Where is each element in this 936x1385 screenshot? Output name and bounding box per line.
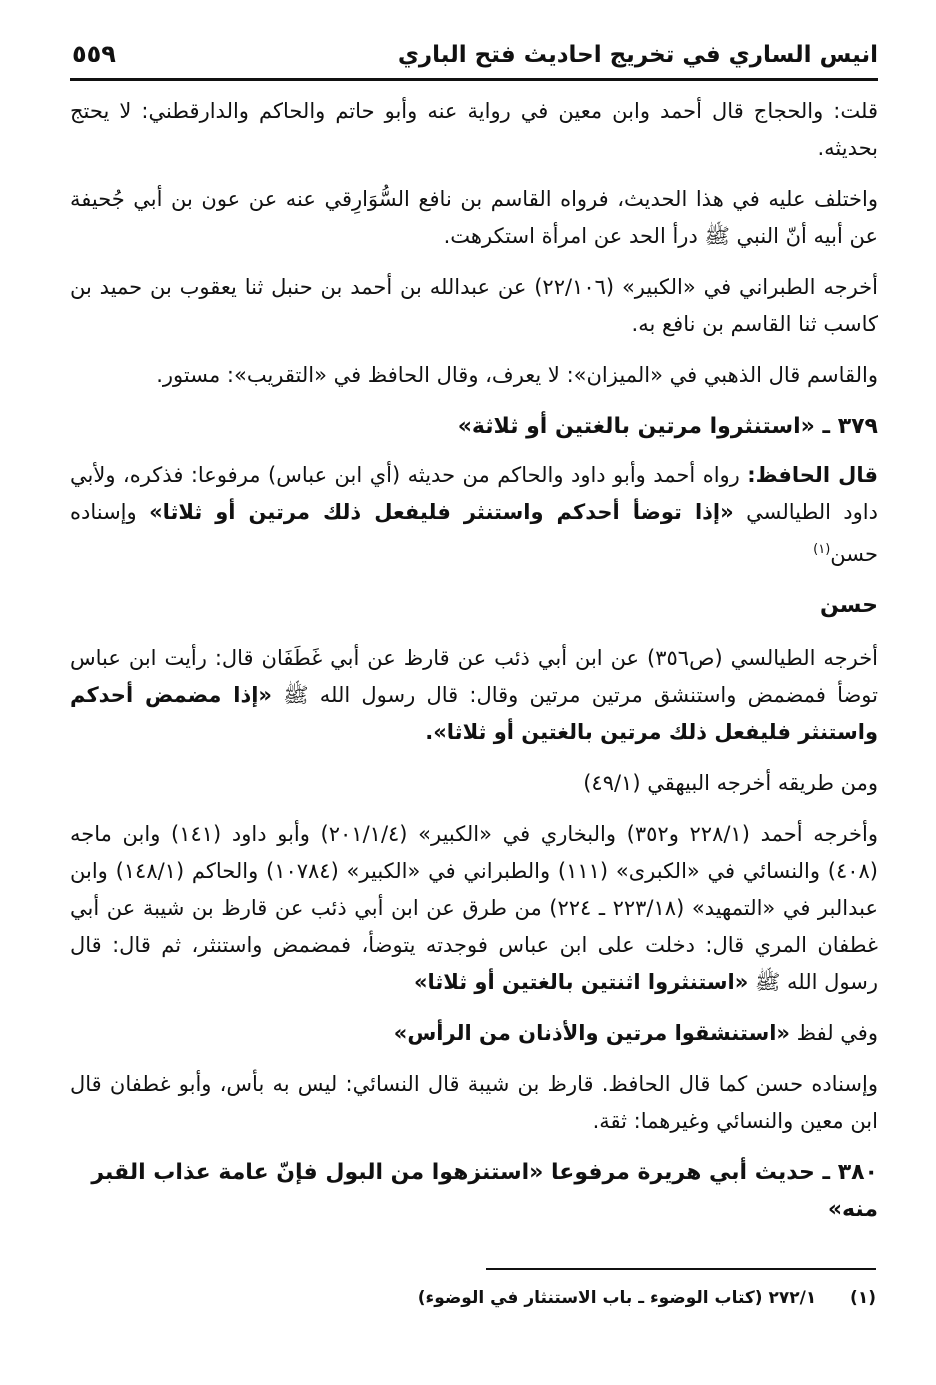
paragraph-lafz bbox=[70, 1015, 878, 1052]
hadith-380-heading: ٣٨٠ ـ حديث أبي هريرة مرفوعا «استنزهوا من البول فإنّ عامة عذاب القبر منه» bbox=[91, 1160, 878, 1222]
lafz-text: وفي لفظ bbox=[790, 1021, 878, 1045]
paragraph-1: قلت: والحجاج قال أحمد وابن معين في رواية عنه وأبو حاتم والحاكم والدارقطني: لا يحتج بحديثه. bbox=[70, 99, 878, 160]
paragraph-3: أخرجه الطبراني في «الكبير» (٢٢/١٠٦) عن عبدالله بن أحمد بن حنبل ثنا يعقوب بن حميد بن كاسب ثنا القاسم بن نافع به. bbox=[70, 275, 878, 336]
paragraph-2: واختلف عليه في هذا الحديث، فرواه القاسم بن نافع السُّوَارِقي عنه عن عون بن أبي جُحيفة عن أبيه أنّ النبي ﷺ درأ الحد عن امرأة استكرهت. bbox=[70, 187, 878, 248]
page-header bbox=[70, 36, 878, 81]
paragraph-tayalisi bbox=[70, 640, 878, 751]
hafiz-label: قال الحافظ: bbox=[747, 463, 878, 487]
ahmad-quote: «استنثروا اثنتين بالغتين أو ثلاثا» bbox=[413, 970, 749, 994]
ahmad-text: وأخرجه أحمد (٢٢٨/١ و٣٥٢) والبخاري في «الكبير» (٢٠١/١/٤) وأبو داود (١٤١) وابن ماجه (٤٠٨) والنسائي في «الكبرى» (١١١) والطبراني في «الكبير» (١٠٧٨٤) والحاكم (١٤٨/١) وابن عبدالبر في «التمهيد» (٢٢٣/١٨ ـ ٢٢٤) من طرق عن ابن أبي ذئب عن قارظ بن شيبة عن أبي غطفان المري قال: دخلت على ابن عباس فوجدته يتوضأ، فمضمض واستنثر، ثم قال: قال رسول الله ﷺ bbox=[70, 822, 878, 994]
tayalisi-text: أخرجه الطيالسي (ص٣٥٦) عن ابن أبي ذئب عن قارظ عن أبي غَطَفَان قال: رأيت ابن عباس توضأ فمضمض واستنشق مرتين مرتين وقال: قال رسول الله ﷺ bbox=[70, 646, 879, 707]
hafiz-text-b: وإسناده حسن bbox=[70, 500, 878, 566]
paragraph-bayhaqi: ومن طريقه أخرجه البيهقي (٤٩/١) bbox=[583, 771, 878, 795]
footnote-divider bbox=[486, 1268, 876, 1270]
hafiz-quote: «إذا توضأ أحدكم واستنثر فليفعل ذلك مرتين أو ثلاثا» bbox=[149, 500, 734, 524]
paragraph-4: والقاسم قال الذهبي في «الميزان»: لا يعرف، وقال الحافظ في «التقريب»: مستور. bbox=[156, 363, 878, 387]
grading-heading: حسن bbox=[819, 593, 878, 618]
paragraph-isnad: وإسناده حسن كما قال الحافظ. قارظ بن شيبة قال النسائي: ليس به بأس، وأبو غطفان قال ابن معين والنسائي وغيرهما: ثقة. bbox=[70, 1072, 878, 1133]
footnote-text: ٢٧٢/١ (كتاب الوضوء ـ باب الاستنثار في الوضوء) bbox=[417, 1288, 817, 1308]
paragraph-ahmad bbox=[70, 816, 878, 1001]
hadith-379-heading: ٣٧٩ ـ «استنثروا مرتين بالغتين أو ثلاثة» bbox=[457, 414, 878, 439]
main-text bbox=[70, 93, 878, 1228]
book-page bbox=[70, 36, 878, 1240]
footnote-mark: (١) bbox=[850, 1288, 876, 1308]
footnote-reference: (١) bbox=[813, 542, 831, 557]
paragraph-hafiz bbox=[70, 457, 878, 573]
hafiz-text-a: رواه أحمد وأبو داود والحاكم من حديثه (أي ابن عباس) مرفوعا: فذكره، ولأبي داود الطيالسي bbox=[70, 463, 878, 524]
tayalisi-quote: «إذا مضمض أحدكم واستنثر فليفعل ذلك مرتين بالغتين أو ثلاثا». bbox=[70, 683, 878, 744]
page-number: ٥٥٩ bbox=[72, 40, 116, 68]
footnote bbox=[68, 1285, 876, 1311]
running-title: انيس الساري في تخريج احاديث فتح الباري bbox=[397, 42, 878, 68]
lafz-quote: «استنشقوا مرتين والأذنان من الرأس» bbox=[393, 1021, 790, 1045]
